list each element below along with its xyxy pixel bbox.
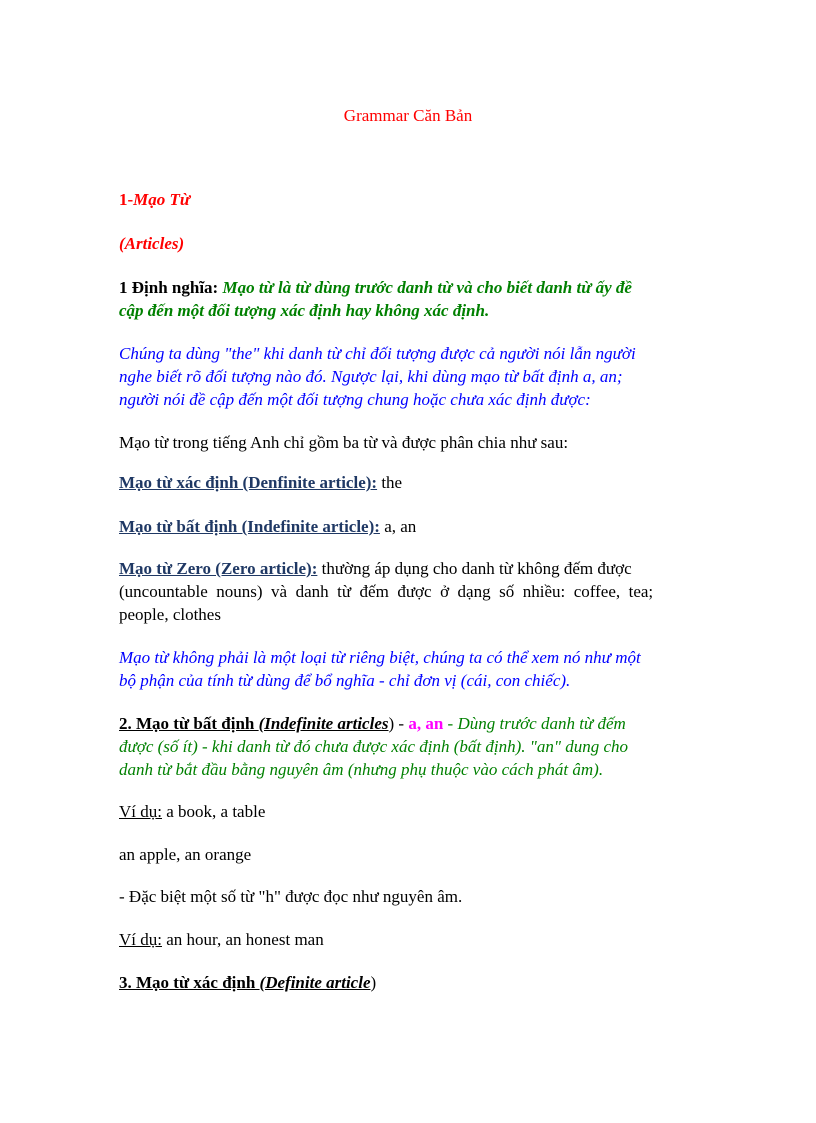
section-1-title: Mạo Từ	[133, 190, 191, 209]
section-2-desc-2: được (số ít) - khi danh từ đó chưa được xác định (bất định). "an" dung cho	[119, 737, 629, 756]
section-2-title-italic: (Indefinite articles	[258, 714, 389, 733]
section-2-title	[119, 714, 388, 733]
zero-article-label: Mạo từ Zero (Zero article):	[119, 559, 318, 578]
definite-article-label: Mạo từ xác định (Denfinite article):	[119, 473, 378, 492]
example-2-row	[119, 928, 699, 951]
section-2-heading	[119, 712, 699, 735]
section-3-title-italic: (Definite article	[259, 973, 371, 992]
zero-article-row	[119, 557, 699, 580]
explanation-line-3: người nói đề cập đến một đối tượng chung hoặc chưa xác định được:	[119, 390, 591, 409]
zero-article-value-1: thường áp dụng cho danh từ không đếm được	[317, 559, 632, 578]
definition-line-2: cập đến một đối tượng xác định hay không xác định.	[119, 301, 490, 320]
section-1-subheading: (Articles)	[119, 234, 185, 253]
zero-article-value-2: (uncountable nouns) và danh từ đếm được ở dạng số nhiều: coffee, tea;	[119, 582, 654, 601]
section-2-articles: a, an	[408, 714, 444, 733]
document-title: Grammar Căn Bản	[343, 106, 473, 125]
indefinite-article-value: a, an	[379, 517, 417, 536]
intro-text: Mạo từ trong tiếng Anh chỉ gồm ba từ và được phân chia như sau:	[119, 433, 569, 452]
section-3-title-close: )	[370, 973, 377, 992]
definition-line-1	[119, 276, 699, 299]
indefinite-article-label: Mạo từ bất định (Indefinite article):	[119, 517, 380, 536]
special-note: - Đặc biệt một số từ "h" được đọc như nguyên âm.	[119, 887, 463, 906]
section-1-number: 1-	[119, 190, 134, 209]
note-line-2: bộ phận của tính từ dùng để bổ nghĩa - chỉ đơn vị (cái, con chiếc).	[119, 671, 571, 690]
definition-label: 1 Định nghĩa:	[119, 278, 219, 297]
section-3-heading	[119, 971, 699, 994]
section-3-title-text: 3. Mạo từ xác định	[119, 973, 260, 992]
definition-text-1: Mạo từ là từ dùng trước danh từ và cho biết danh từ ấy đề	[222, 278, 632, 297]
section-2-desc-3: danh từ bắt đầu bằng nguyên âm (nhưng phụ thuộc vào cách phát âm).	[119, 760, 604, 779]
note-line-1: Mạo từ không phải là một loại từ riêng biệt, chúng ta có thể xem nó như một	[119, 648, 641, 667]
definite-article-row	[119, 471, 699, 494]
section-2-title-text: 2. Mạo từ bất định	[119, 714, 259, 733]
section-3-title	[119, 973, 371, 992]
example-2-value: an hour, an honest man	[161, 930, 324, 949]
example-2-label: Ví dụ:	[119, 930, 162, 949]
example-1-label: Ví dụ:	[119, 802, 162, 821]
section-2-dash: -	[394, 714, 409, 733]
zero-article-value-3: people, clothes	[119, 605, 221, 624]
example-1-row	[119, 800, 699, 823]
example-1-value: a book, a table	[161, 802, 266, 821]
explanation-line-1: Chúng ta dùng "the" khi danh từ chỉ đối tượng được cả người nói lẫn người	[119, 344, 636, 363]
section-1-heading	[119, 188, 699, 211]
section-2-desc-1: - Dùng trước danh từ đếm	[443, 714, 626, 733]
definite-article-value: the	[377, 473, 403, 492]
explanation-line-2: nghe biết rõ đối tượng nào đó. Ngược lại, khi dùng mạo từ bất định a, an;	[119, 367, 623, 386]
example-1-line-2: an apple, an orange	[119, 845, 252, 864]
section-2-title-close: )	[388, 714, 395, 733]
indefinite-article-row	[119, 515, 699, 538]
